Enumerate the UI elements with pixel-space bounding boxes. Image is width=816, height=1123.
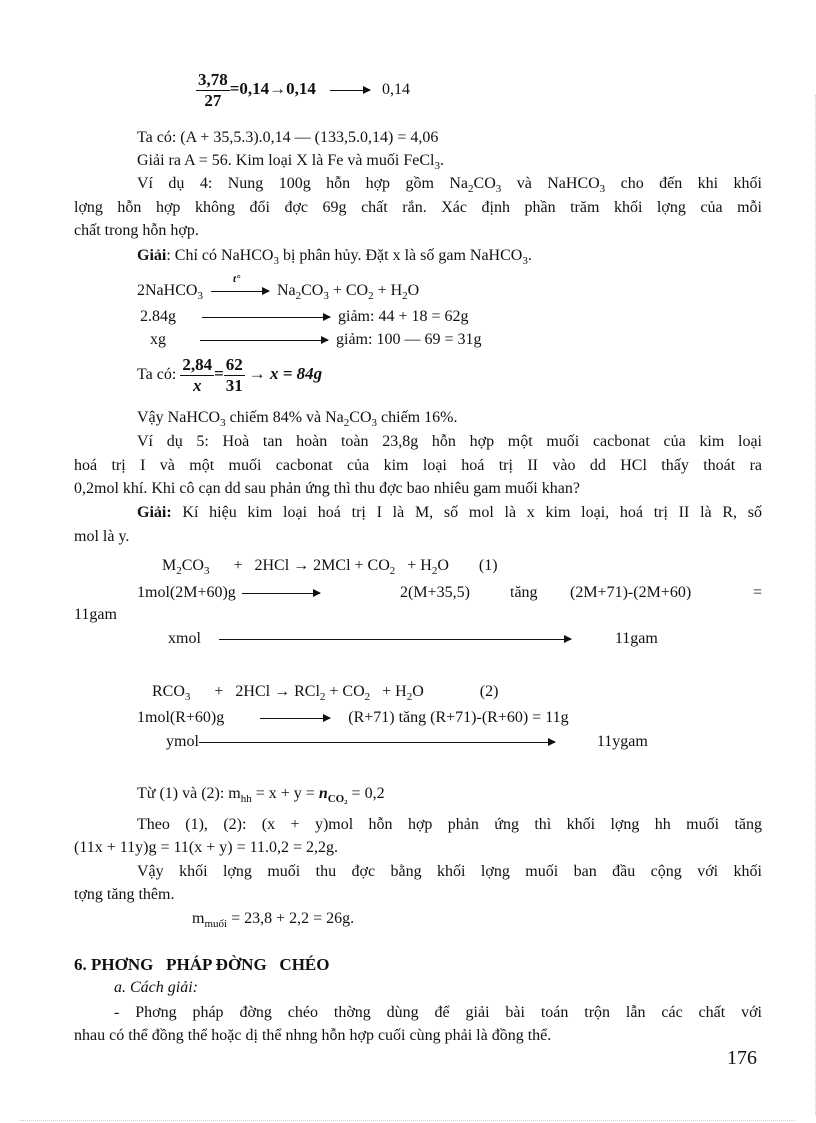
paragraph-line: 0,2mol khí. Khi cô cạn dd sau phản ứng thì thu đợc bao nhiêu gam muối khan? — [74, 480, 580, 497]
section-heading: 6. PHƠNG PHÁP ĐỜNG CHÉO — [74, 955, 330, 974]
paragraph-line: Theo (1), (2): (x + y)mol hỗn hợp phản ứng thì khối lợng hh muối tăng — [137, 816, 762, 833]
text-line: Vậy NaHCO$_3$ chiếm 84% và $Na_2CO_3$ chiếm 16%. — [137, 409, 458, 430]
paragraph-line: Ví dụ 5: Hoà tan hoàn toàn 23,8g hỗn hợp một muối cacbonat của kim loại — [137, 433, 762, 450]
paragraph-line: chất trong hỗn hợp. — [74, 222, 199, 239]
reaction-line: 2.84g giảm: 44 + 18 = 62g — [140, 308, 469, 325]
text-line: Từ (1) và (2): $m_{hh} = x + y = n_{CO_2} = 0,2$ — [137, 785, 385, 806]
arrow-icon — [330, 90, 370, 91]
arrow-icon — [242, 593, 320, 594]
solution-line: Giải: Chỉ có NaHCO$_3$ bị phân hủy. Đặt x là số gam NaHCO$_3$. — [137, 247, 532, 268]
fraction-denominator: 27 — [204, 91, 222, 110]
solution-line: mol là y. — [74, 528, 130, 545]
reaction-line: xg giảm: 100 — 69 = 31g — [150, 331, 482, 348]
paragraph-line: Vậy khối lợng muối thu đợc bằng khối lợng muối ban đầu cộng với khối — [137, 863, 762, 880]
fraction: $\frac{62}{31}$ — [225, 354, 243, 395]
reaction-line: 1mol(R+60)g (R+71) tăng (R+71)-(R+60) = 11g — [137, 709, 569, 726]
paragraph-line: nhau có thể đồng thể hoặc dị thể nhng hỗn hợp cuối cùng phải là đồng thể. — [74, 1027, 552, 1044]
fraction — [196, 70, 230, 111]
paragraph-line: Ví dụ 4: Nung 100g hỗn hợp gồm $Na_2CO_3$ và NaHCO$_3$ cho đến khi khối — [137, 175, 762, 196]
heat-label: t° — [232, 273, 241, 285]
fraction: $\frac{2,84}{x}$ — [182, 354, 213, 395]
reaction-line: 1mol(2M+60)g 2(M+35,5) tăng (2M+71)-(2M+60) = — [137, 584, 762, 601]
paragraph-line: - Phơng pháp đờng chéo thờng dùng để giải bài toán trộn lẫn các chất với — [114, 1004, 762, 1021]
arrow-icon — [219, 639, 571, 640]
subheading: a. Cách giải: — [114, 979, 198, 996]
arrow-icon — [199, 742, 555, 743]
reaction-line: xmol 11gam — [168, 630, 658, 647]
reaction-line: 2NaHCO$_3$ t° $Na_2CO_3 + CO_2 + H_2O$ — [137, 281, 419, 301]
fraction-numerator: 3,78 — [198, 70, 228, 89]
ratio-line: Ta có: $\frac{2,84}{x}$ = $\frac{62}{31}$ → x = 84g — [137, 354, 323, 395]
text-line: 11gam — [74, 606, 117, 623]
reaction-line: $RCO_3$ + $2HCl \to RCl_2 + CO_2 + H_2O$ (2) — [152, 683, 499, 704]
fraction-line — [196, 70, 410, 111]
paragraph-line: tợng tăng thêm. — [74, 886, 175, 903]
arrow-icon — [200, 340, 328, 341]
page-number: 176 — [727, 1047, 757, 1069]
reaction-line: $M_2CO_3$ + $2HCl \to 2MCl + CO_2 + H_2O$ (1) — [162, 557, 498, 578]
arrow-icon — [202, 317, 330, 318]
paragraph-line: hoá trị I và một muối cacbonat của kim loại hoá trị II vào dd HCl thấy thoát ra — [74, 457, 762, 474]
fraction-tail: 0,14 — [381, 81, 410, 99]
reaction-line: ymol 11ygam — [166, 733, 648, 750]
text-line: $m_{muối} = 23,8 + 2,2 = 26g$. — [192, 910, 355, 931]
arrow-icon — [260, 718, 330, 719]
solution-line: Giải: Kí hiệu kim loại hoá trị I là M, số mol là x kim loại, hoá trị II là R, số — [137, 504, 762, 521]
paragraph-line: lợng hỗn hợp không đổi đợc 69g chất rắn. Xác định phần trăm khối lợng của mỗi — [74, 199, 762, 216]
text-line: Ta có: (A + 35,5.3).0,14 — (133,5.0,14) = 4,06 — [137, 129, 439, 146]
arrow-icon — [211, 291, 269, 292]
text-line: Giải ra A = 56. Kim loại X là Fe và muối FeCl$_3$. — [137, 152, 444, 173]
fraction-result: =0,14→0,14 — [229, 79, 316, 99]
bottom-guide — [20, 1120, 796, 1121]
paragraph-line: (11x + 11y)g = 11(x + y) = 11.0,2 = 2,2g. — [74, 839, 339, 856]
